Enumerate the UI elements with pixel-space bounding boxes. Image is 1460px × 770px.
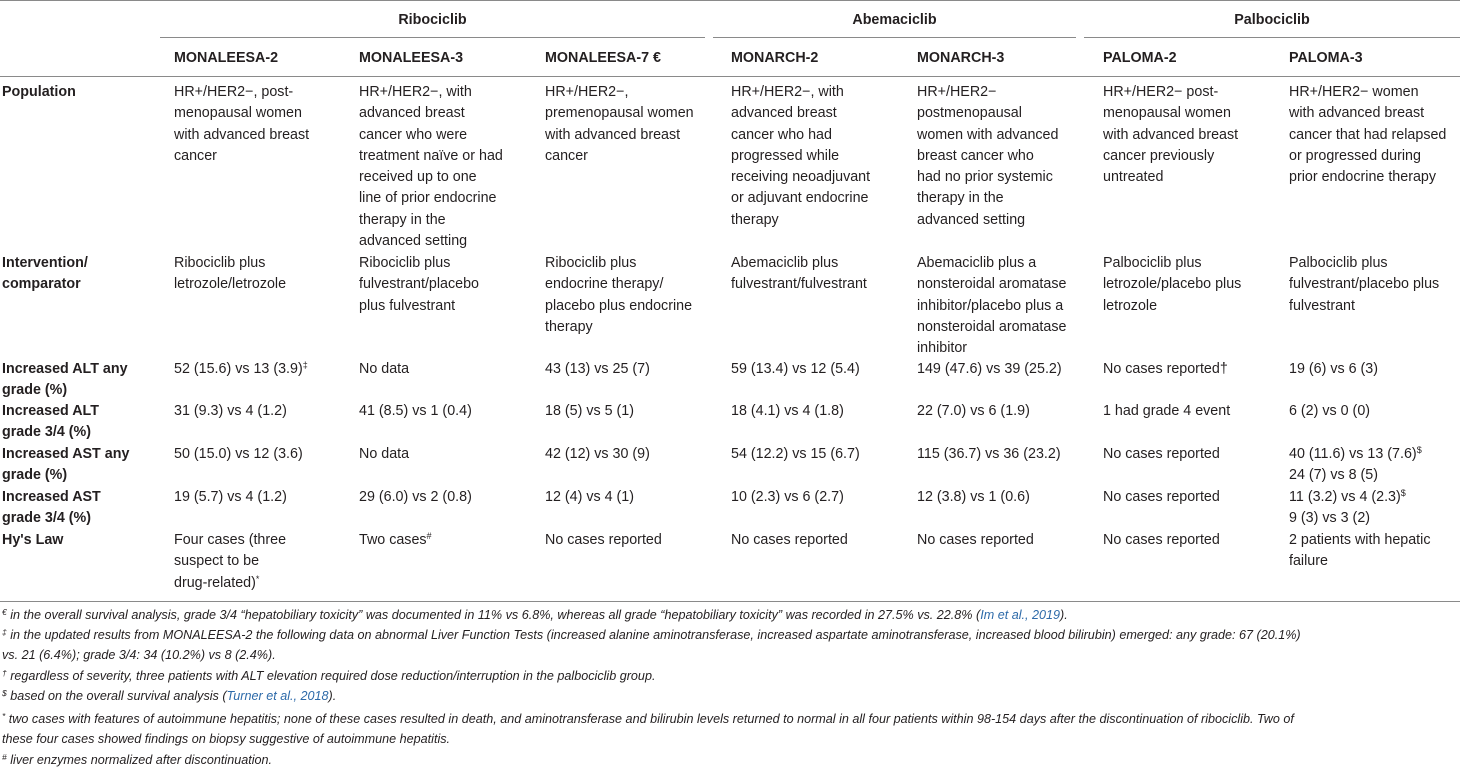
table-cell: 54 (12.2) vs 15 (6.7) bbox=[731, 446, 860, 462]
column-header-paloma-2: PALOMA-2 bbox=[1103, 50, 1177, 66]
row-label-alt-grade-3-4: Increased ALT grade 3/4 (%) bbox=[2, 403, 99, 441]
table-cell: No cases reported† bbox=[1103, 361, 1228, 377]
table-cell: HR+/HER2− postmenopausal women with advanced breast cancer who had no prior systemic therapy in the advanced setting bbox=[917, 84, 1059, 228]
table-cell: No cases reported bbox=[1103, 489, 1220, 505]
table-cell: HR+/HER2−, premenopausal women with advanced breast cancer bbox=[545, 84, 694, 164]
table-cell: 6 (2) vs 0 (0) bbox=[1289, 403, 1371, 419]
footnote-dollar: $ based on the overall survival analysis (Turner et al., 2018). bbox=[2, 688, 337, 703]
column-header-monaleesa-2: MONALEESA-2 bbox=[174, 50, 279, 66]
footnote-double-dagger: ‡ in the updated results from MONALEESA-2 the following data on abnormal Liver Function Tests (increased alanine aminotransferase, increased aspartate aminotransferase, increased blood bilirubin) emerged: any grade: 67 (20.1%) bbox=[2, 627, 1301, 642]
table-cell: HR+/HER2− women with advanced breast cancer that had relapsed or progressed during prior endocrine therapy bbox=[1289, 84, 1447, 186]
table-cell: Abemaciclib plus a nonsteroidal aromatase inhibitor/placebo plus a nonsteroidal aromatase inhibitor bbox=[917, 255, 1067, 357]
table-cell: No cases reported bbox=[731, 532, 848, 548]
table-cell: No data bbox=[359, 446, 410, 462]
footnote-hash: # liver enzymes normalized after discontinuation. bbox=[2, 752, 273, 767]
group-header-palbociclib: Palbociclib bbox=[1234, 12, 1310, 28]
table-cell: 50 (15.0) vs 12 (3.6) bbox=[174, 446, 303, 462]
row-label-ast-grade-3-4: Increased AST grade 3/4 (%) bbox=[2, 489, 101, 527]
table-cell: No cases reported bbox=[1103, 532, 1220, 548]
table-cell: 11 (3.2) vs 4 (2.3)$ 9 (3) vs 3 (2) bbox=[1289, 488, 1406, 527]
row-label-hys-law: Hy's Law bbox=[2, 532, 64, 548]
table-cell: 149 (47.6) vs 39 (25.2) bbox=[917, 361, 1062, 377]
group-underline-palbociclib bbox=[1084, 37, 1460, 38]
citation-link-im-2019[interactable]: Im et al., 2019 bbox=[980, 608, 1061, 622]
table-cell: 12 (3.8) vs 1 (0.6) bbox=[917, 489, 1030, 505]
table-cell: No data bbox=[359, 361, 410, 377]
table-cell: 115 (36.7) vs 36 (23.2) bbox=[917, 446, 1061, 462]
footnote-asterisk-cont: these four cases showed findings on biopsy suggestive of autoimmune hepatitis. bbox=[2, 732, 451, 746]
table-cell: HR+/HER2−, post- menopausal women with advanced breast cancer bbox=[174, 84, 310, 164]
table-cell: Palbociclib plus fulvestrant/placebo plus fulvestrant bbox=[1289, 255, 1440, 314]
group-underline-abemaciclib bbox=[713, 37, 1076, 38]
footnote-asterisk: * two cases with features of autoimmune hepatitis; none of these cases resulted in death, and aminotransferase and bilirubin levels returned to normal in all four patients within 98-154 days after the discontinuation of ribociclib. Two of bbox=[2, 711, 1294, 726]
column-header-monaleesa-7: MONALEESA-7 € bbox=[545, 50, 661, 66]
group-underline-ribociclib bbox=[160, 37, 705, 38]
footnote-euro: € in the overall survival analysis, grade 3/4 “hepatobiliary toxicity” was documented in 11% vs 6.8%, whereas all grade “hepatobiliary toxicity” was recorded in 27.5% vs. 22.8% (Im et al., 2019). bbox=[2, 607, 1068, 622]
table-cell: 19 (6) vs 6 (3) bbox=[1289, 361, 1378, 377]
row-label-ast-any-grade: Increased AST any grade (%) bbox=[2, 446, 130, 484]
table-bottom-rule bbox=[0, 601, 1460, 602]
table-cell: 10 (2.3) vs 6 (2.7) bbox=[731, 489, 844, 505]
column-header-monarch-3: MONARCH-3 bbox=[917, 50, 1005, 66]
table-cell: No cases reported bbox=[1103, 446, 1220, 462]
table-cell: HR+/HER2−, with advanced breast cancer who had progressed while receiving neoadjuvant or adjuvant endocrine therapy bbox=[731, 84, 871, 228]
table-cell: Palbociclib plus letrozole/placebo plus letrozole bbox=[1103, 255, 1242, 314]
table-cell: 40 (11.6) vs 13 (7.6)$ 24 (7) vs 8 (5) bbox=[1289, 445, 1422, 484]
table-cell: 1 had grade 4 event bbox=[1103, 403, 1231, 419]
column-header-paloma-3: PALOMA-3 bbox=[1289, 50, 1363, 66]
table-cell: Abemaciclib plus fulvestrant/fulvestrant bbox=[731, 255, 867, 293]
table-cell: 18 (5) vs 5 (1) bbox=[545, 403, 634, 419]
row-label-intervention: Intervention/ comparator bbox=[2, 255, 88, 293]
table-cell: No cases reported bbox=[545, 532, 662, 548]
row-label-alt-any-grade: Increased ALT any grade (%) bbox=[2, 361, 128, 399]
column-header-monarch-2: MONARCH-2 bbox=[731, 50, 819, 66]
table-cell: 52 (15.6) vs 13 (3.9)‡ bbox=[174, 360, 308, 377]
table-cell: HR+/HER2−, with advanced breast cancer who were treatment naïve or had received up to one line of prior endocrine therapy in the advanced setting bbox=[359, 84, 503, 250]
table-cell: 19 (5.7) vs 4 (1.2) bbox=[174, 489, 287, 505]
table-cell: 18 (4.1) vs 4 (1.8) bbox=[731, 403, 844, 419]
table-cell: No cases reported bbox=[917, 532, 1034, 548]
table-cell: 31 (9.3) vs 4 (1.2) bbox=[174, 403, 287, 419]
group-header-abemaciclib: Abemaciclib bbox=[852, 12, 937, 28]
table-cell: 12 (4) vs 4 (1) bbox=[545, 489, 634, 505]
footnote-dagger: † regardless of severity, three patients with ALT elevation required dose reduction/interruption in the palbociclib group. bbox=[2, 668, 656, 683]
table-cell: Four cases (three suspect to be drug-related)* bbox=[174, 532, 287, 591]
table-cell: 2 patients with hepatic failure bbox=[1289, 532, 1431, 570]
table-cell: Two cases# bbox=[359, 531, 432, 548]
table-cell: 42 (12) vs 30 (9) bbox=[545, 446, 650, 462]
table-cell: 41 (8.5) vs 1 (0.4) bbox=[359, 403, 472, 419]
table-cell: Ribociclib plus endocrine therapy/ placebo plus endocrine therapy bbox=[545, 255, 693, 335]
table-cell: 59 (13.4) vs 12 (5.4) bbox=[731, 361, 860, 377]
table-top-rule bbox=[0, 0, 1460, 1]
table-cell: Ribociclib plus letrozole/letrozole bbox=[174, 255, 287, 293]
table-cell: Ribociclib plus fulvestrant/placebo plus fulvestrant bbox=[359, 255, 480, 314]
column-header-monaleesa-3: MONALEESA-3 bbox=[359, 50, 464, 66]
table-cell: 22 (7.0) vs 6 (1.9) bbox=[917, 403, 1030, 419]
table-cell: 29 (6.0) vs 2 (0.8) bbox=[359, 489, 472, 505]
group-header-ribociclib: Ribociclib bbox=[398, 12, 467, 28]
table-cell: HR+/HER2− post- menopausal women with advanced breast cancer previously untreated bbox=[1103, 84, 1239, 186]
citation-link-turner-2018[interactable]: Turner et al., 2018 bbox=[226, 689, 329, 703]
footnote-double-dagger-cont: vs. 21 (6.4%); grade 3/4: 34 (10.2%) vs 8 (2.4%). bbox=[2, 648, 276, 662]
table-cell: 43 (13) vs 25 (7) bbox=[545, 361, 650, 377]
row-label-population: Population bbox=[2, 84, 76, 100]
header-bottom-rule bbox=[0, 76, 1460, 77]
